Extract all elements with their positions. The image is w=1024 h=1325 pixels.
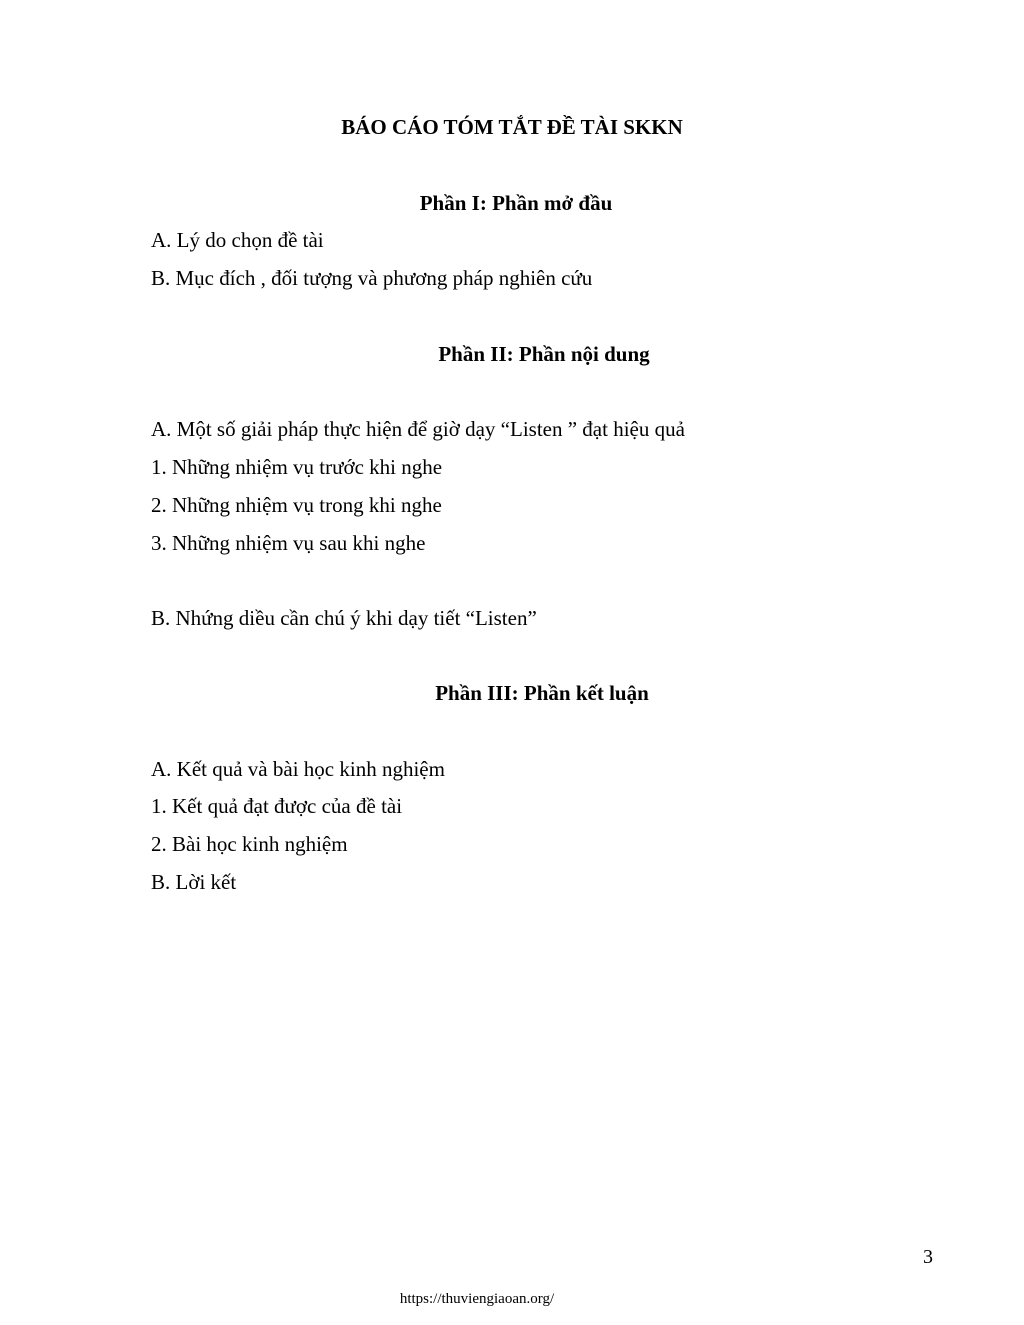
part2-item: 3. Những nhiệm vụ sau khi nghe	[151, 531, 426, 555]
part1-heading: Phần I: Phần mở đầu	[419, 191, 613, 215]
part2-item: 2. Những nhiệm vụ trong khi nghe	[151, 493, 442, 517]
part1-item: B. Mục đích , đối tượng và phương pháp nghiên cứu	[151, 266, 593, 290]
document-title: BÁO CÁO TÓM TẮT ĐỀ TÀI SKKN	[341, 115, 683, 139]
part3-item: B. Lời kết	[151, 870, 237, 894]
page-number: 3	[923, 1246, 933, 1268]
part3-item: 1. Kết quả đạt được của đề tài	[151, 794, 403, 818]
part1-item: A. Lý do chọn đề tài	[151, 228, 324, 252]
part3-heading: Phần III: Phần kết luận	[435, 681, 649, 705]
part2-heading: Phần II: Phần nội dung	[438, 342, 650, 366]
part2-item: 1. Những nhiệm vụ trước khi nghe	[151, 455, 443, 479]
part2-item: B. Nhứng diều cần chú ý khi dạy tiết “Listen”	[151, 606, 537, 630]
footer-url[interactable]	[0, 1290, 1024, 1308]
footer-url-text[interactable]: https://thuviengiaoan.org/	[399, 1291, 555, 1307]
part2-item: A. Một số giải pháp thực hiện để giờ dạy “Listen ” đạt hiệu quả	[151, 417, 685, 441]
part3-item: 2. Bài học kinh nghiệm	[151, 832, 348, 856]
part3-item: A. Kết quả và bài học kinh nghiệm	[151, 757, 445, 781]
